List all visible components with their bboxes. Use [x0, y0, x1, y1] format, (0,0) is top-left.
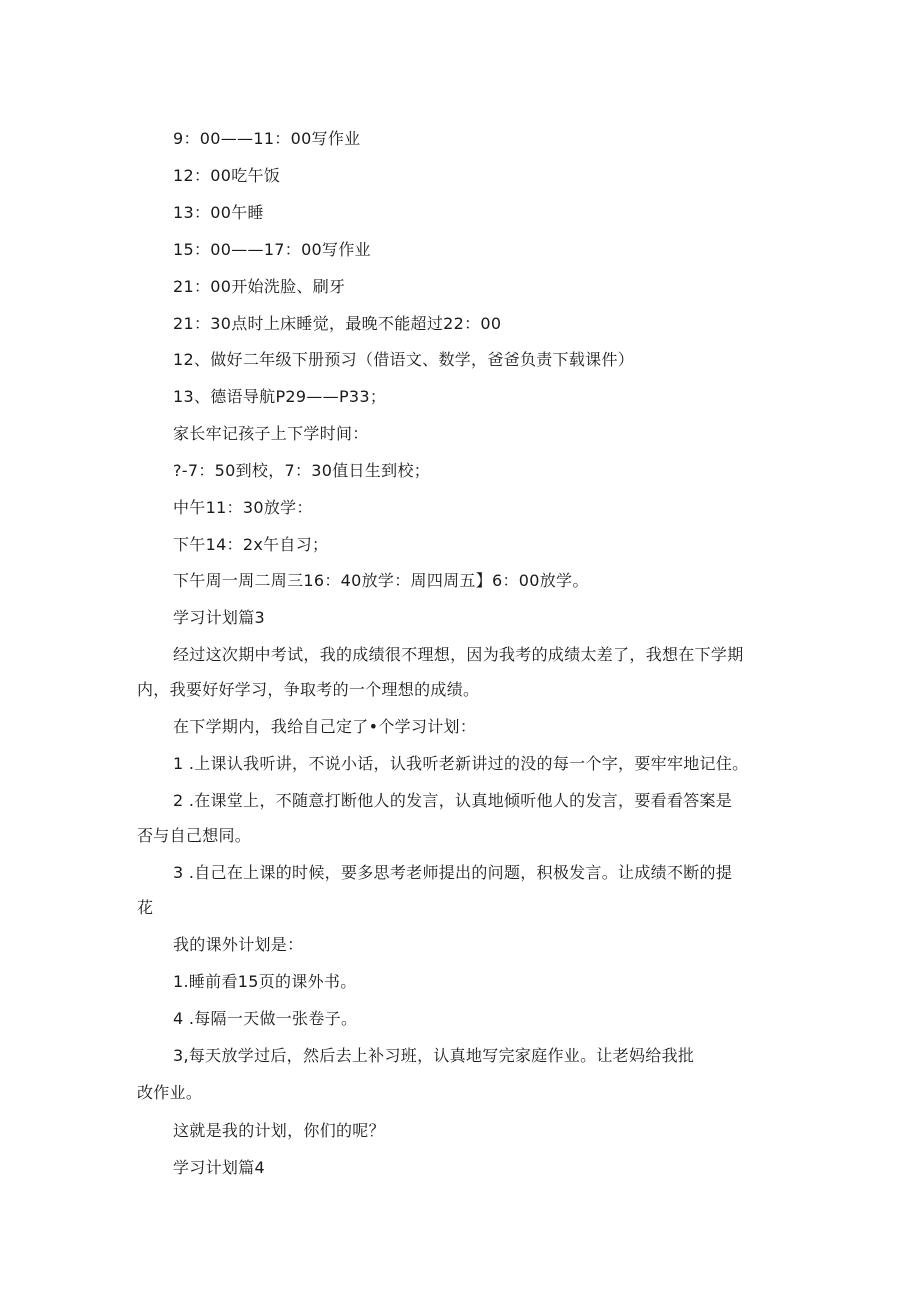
paragraph-line: 在下学期内，我给自己定了•个学习计划： [173, 717, 477, 736]
plan-item: 3 .自己在上课的时候，要多思考老师提出的问题，积极发言。让成绩不断的提 [173, 863, 733, 882]
parent-note-line: 下午14：2x午自习； [173, 535, 329, 554]
paragraph-line: 内，我要好好学习，争取考的一个理想的成绩。 [137, 680, 480, 699]
task-item: 13、德语导航P29——P33； [173, 387, 387, 406]
parent-note-line: 下午周一周二周三16：40放学：周四周五】6：00放学。 [173, 571, 589, 590]
schedule-line: 12：00吃午饭 [173, 166, 281, 185]
extra-plan-item: 4 .每隔一天做一张卷子。 [173, 1009, 358, 1028]
parent-note-line: ?-7：50到校，7：30值日生到校； [173, 461, 431, 480]
parent-note-heading: 家长牢记孩子上下学时间： [173, 424, 369, 443]
schedule-line: 15：00——17：00写作业 [173, 240, 371, 259]
parent-note-line: 中午11：30放学： [173, 498, 313, 517]
schedule-line: 9：00——11：00写作业 [173, 129, 361, 148]
extra-plan-item: 3,每天放学过后，然后去上补习班，认真地写完家庭作业。让老妈给我批 [173, 1046, 695, 1065]
plan-item: 1 .上课认我听讲，不说小话，认我听老新讲过的没的每一个字，要牢牢地记住。 [173, 754, 749, 773]
plan-item-continued: 花 [137, 898, 154, 917]
plan-item: 2 .在课堂上，不随意打断他人的发言，认真地倾听他人的发言，要看看答案是 [173, 791, 733, 810]
schedule-line: 21：00开始洗脸、刷牙 [173, 277, 346, 296]
schedule-line: 13：00午睡 [173, 203, 264, 222]
plan-item-continued: 否与自己想同。 [137, 826, 252, 845]
task-item: 12、做好二年级下册预习（借语文、数学，爸爸负责下载课件） [173, 350, 635, 369]
section-title: 学习计划篇3 [173, 608, 265, 627]
extra-plan-heading: 我的课外计划是： [173, 935, 304, 954]
closing-line: 这就是我的计划，你们的呢？ [173, 1121, 385, 1140]
paragraph-line: 经过这次期中考试，我的成绩很不理想，因为我考的成绩太差了，我想在下学期 [173, 645, 744, 664]
schedule-line: 21：30点时上床睡觉，最晚不能超过22：00 [173, 314, 502, 333]
section-title: 学习计划篇4 [173, 1158, 265, 1177]
extra-plan-item: 1.睡前看15页的课外书。 [173, 972, 357, 991]
extra-plan-item-continued: 改作业。 [137, 1083, 203, 1102]
